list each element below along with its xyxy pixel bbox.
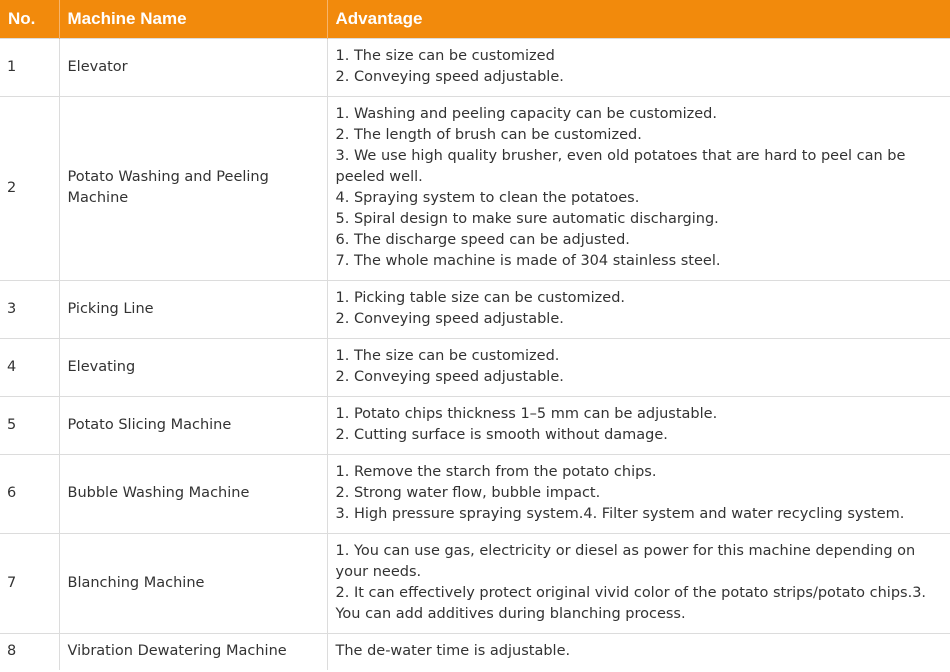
table-row	[0, 39, 950, 97]
advantage-line: The de-water time is adjustable.	[335, 643, 571, 659]
advantage-line: 2. Conveying speed adjustable.	[335, 369, 564, 385]
advantage-cell	[327, 397, 950, 455]
machine-name: Vibration Dewatering Machine	[59, 634, 327, 671]
header-no: No.	[0, 0, 59, 39]
advantage-line: 6. The discharge speed can be adjusted.	[335, 232, 630, 248]
table-row	[0, 455, 950, 534]
advantage-line: 2. Strong water flow, bubble impact.	[335, 485, 601, 501]
advantage-line: 1. The size can be customized	[335, 48, 555, 64]
row-number: 2	[0, 97, 59, 281]
advantage-cell	[327, 455, 950, 534]
header-advantage: Advantage	[327, 0, 950, 39]
machine-name: Elevator	[59, 39, 327, 97]
advantage-line: 3. We use high quality brusher, even old potatoes that are hard to peel can be peeled well.	[335, 148, 906, 185]
row-number: 3	[0, 281, 59, 339]
advantage-cell	[327, 534, 950, 634]
advantage-line: 3. High pressure spraying system.4. Filter system and water recycling system.	[335, 506, 905, 522]
advantage-cell	[327, 97, 950, 281]
machine-name: Blanching Machine	[59, 534, 327, 634]
table-row	[0, 281, 950, 339]
advantage-cell	[327, 39, 950, 97]
row-number: 8	[0, 634, 59, 671]
advantage-line: 2. Cutting surface is smooth without damage.	[335, 427, 668, 443]
header-row	[0, 0, 950, 39]
advantage-line: 4. Spraying system to clean the potatoes.	[335, 190, 640, 206]
advantage-cell	[327, 281, 950, 339]
machine-name: Picking Line	[59, 281, 327, 339]
table-row	[0, 397, 950, 455]
advantage-line: 2. Conveying speed adjustable.	[335, 311, 564, 327]
machine-name: Potato Washing and Peeling Machine	[59, 97, 327, 281]
advantage-line: 2. The length of brush can be customized.	[335, 127, 642, 143]
row-number: 4	[0, 339, 59, 397]
advantage-cell	[327, 339, 950, 397]
advantage-line: 2. It can effectively protect original vivid color of the potato strips/potato chips.3. You can add additives during blanching process.	[335, 585, 927, 622]
row-number: 6	[0, 455, 59, 534]
table-row	[0, 634, 950, 671]
header-machine-name: Machine Name	[59, 0, 327, 39]
machine-name: Elevating	[59, 339, 327, 397]
machine-name: Potato Slicing Machine	[59, 397, 327, 455]
table-row	[0, 97, 950, 281]
table-row	[0, 339, 950, 397]
advantage-line: 1. You can use gas, electricity or diesel as power for this machine depending on your needs.	[335, 543, 916, 580]
table-body	[0, 39, 950, 671]
row-number: 5	[0, 397, 59, 455]
advantage-line: 1. Remove the starch from the potato chips.	[335, 464, 657, 480]
row-number: 7	[0, 534, 59, 634]
advantage-line: 5. Spiral design to make sure automatic discharging.	[335, 211, 719, 227]
machine-name: Bubble Washing Machine	[59, 455, 327, 534]
advantage-line: 1. Picking table size can be customized.	[335, 290, 626, 306]
row-number: 1	[0, 39, 59, 97]
advantage-cell	[327, 634, 950, 671]
advantage-line: 1. Potato chips thickness 1–5 mm can be adjustable.	[335, 406, 718, 422]
advantage-line: 2. Conveying speed adjustable.	[335, 69, 564, 85]
advantage-line: 1. Washing and peeling capacity can be customized.	[335, 106, 717, 122]
advantage-line: 7. The whole machine is made of 304 stainless steel.	[335, 253, 721, 269]
advantage-line: 1. The size can be customized.	[335, 348, 560, 364]
table-row	[0, 534, 950, 634]
